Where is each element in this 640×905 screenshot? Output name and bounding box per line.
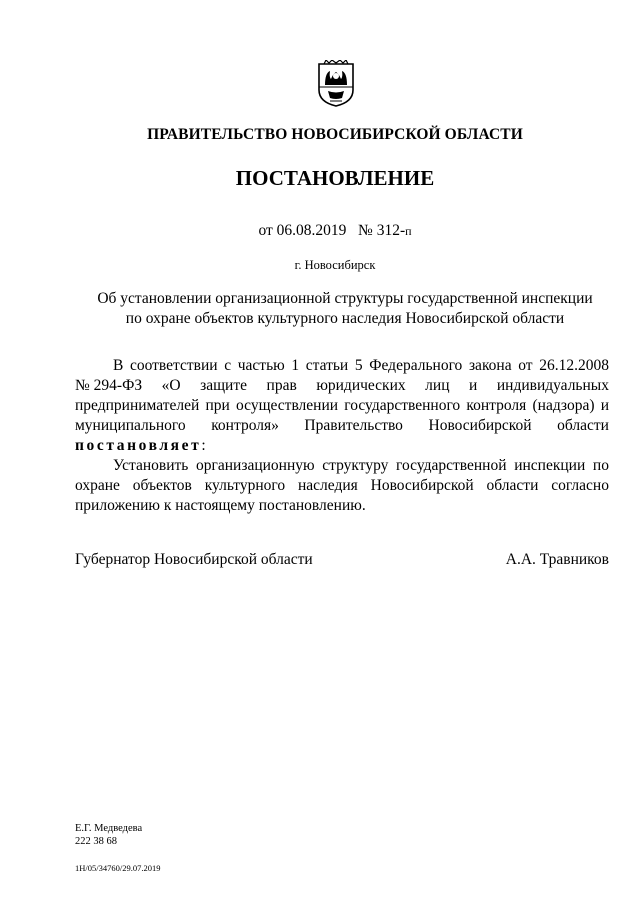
word: Новосибирской <box>428 417 532 434</box>
word: структуру <box>322 457 389 474</box>
executor-name: Е.Г. Медведева <box>75 823 143 834</box>
word: при <box>205 397 230 414</box>
word: согласно <box>551 477 609 494</box>
document-number: 312- <box>376 222 406 239</box>
body-line <box>75 376 609 396</box>
word: государственной <box>396 457 507 474</box>
word: охране <box>75 477 120 494</box>
word: контроля <box>466 397 527 414</box>
word: по <box>592 457 609 474</box>
document-subject <box>75 289 615 329</box>
word: Новосибирской <box>370 477 474 494</box>
word: государственного <box>344 397 461 414</box>
word: наследия <box>298 477 358 494</box>
word: с <box>224 357 232 374</box>
word: юридических <box>316 377 406 394</box>
word: от <box>518 357 533 374</box>
signatory-position: Губернатор Новосибирской области <box>75 551 313 568</box>
word: 5 <box>354 357 363 374</box>
body-line <box>75 396 609 416</box>
word: организационную <box>196 457 315 474</box>
body-line <box>75 356 609 376</box>
number-suffix: п <box>405 224 412 238</box>
coat-of-arms-icon <box>316 60 356 108</box>
word: объектов <box>132 477 192 494</box>
subject-line: Об установлении организационной структуры государственной инспекции <box>97 290 593 307</box>
word: прав <box>266 377 297 394</box>
word: области <box>486 477 539 494</box>
word: Федерального <box>369 357 463 374</box>
word: лиц <box>425 377 450 394</box>
word: контроля» <box>211 417 279 434</box>
number-prefix: № <box>358 222 373 239</box>
executor-phone: 222 38 68 <box>75 836 117 847</box>
word: 26.12.2008 <box>539 357 609 374</box>
word: В <box>113 357 124 374</box>
word: частью <box>237 357 285 374</box>
word: и <box>469 377 478 394</box>
word: Установить <box>113 457 189 474</box>
word: № 294-ФЗ <box>75 377 143 394</box>
word: культурного <box>204 477 286 494</box>
word: муниципального <box>75 417 186 434</box>
document-body <box>75 356 609 516</box>
body-line: приложению к настоящему постановлению. <box>75 497 366 514</box>
signatory-name: А.А. Травников <box>505 551 609 568</box>
subject-line: по охране объектов культурного наследия Новосибирской области <box>125 310 565 327</box>
word: (надзора) <box>532 397 595 414</box>
body-line <box>75 476 609 496</box>
government-name: ПРАВИТЕЛЬСТВО НОВОСИБИРСКОЙ ОБЛАСТИ <box>147 126 523 143</box>
signature-block <box>75 551 609 569</box>
word: защите <box>200 377 247 394</box>
decides-colon: : <box>201 437 206 454</box>
word: закона <box>468 357 512 374</box>
document-date: 06.08.2019 <box>276 222 347 239</box>
document-code: 1Н/05/34760/29.07.2019 <box>75 863 161 873</box>
body-line <box>75 456 609 476</box>
word: индивидуальных <box>496 377 609 394</box>
word: статьи <box>305 357 349 374</box>
word: Правительство <box>304 417 403 434</box>
word: осуществлении <box>236 397 339 414</box>
document-type: ПОСТАНОВЛЕНИЕ <box>235 166 435 190</box>
executor-info <box>75 822 160 875</box>
decides-word: постановляет <box>75 437 202 454</box>
word: предпринимателей <box>75 397 200 414</box>
city: г. Новосибирск <box>294 258 376 272</box>
word: 1 <box>291 357 300 374</box>
date-number-line <box>0 222 640 240</box>
word: инспекции <box>514 457 586 474</box>
word: «О <box>161 377 181 394</box>
body-line <box>75 416 609 436</box>
word: и <box>600 397 609 414</box>
word: области <box>557 417 609 434</box>
word: соответствии <box>129 357 218 374</box>
body-line <box>75 436 609 456</box>
date-prefix: от <box>258 222 273 239</box>
